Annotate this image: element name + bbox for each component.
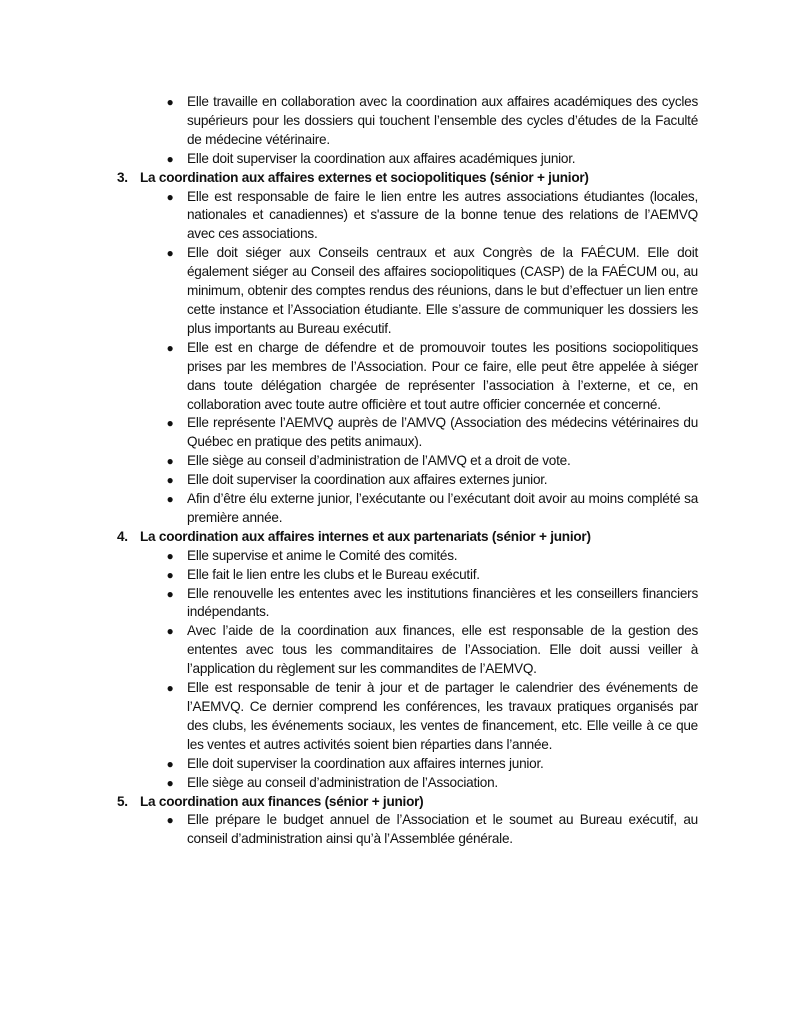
list-item	[166, 452, 698, 471]
bullet-text: Elle doit siéger aux Conseils centraux et aux Congrès de la FAÉCUM. Elle doit également siéger au Conseil des affaires sociopolitiques (CASP) de la FAÉCUM ou, au minimum, obtenir des comptes rendus des réunions, dans le but d’effectuer un lien entre cette instance et l’Association étudiante. Elle s’assure de communiquer les dossiers les plus importants au Bureau exécutif.	[187, 245, 698, 336]
bullet-icon: ●	[166, 681, 174, 696]
bullet-icon: ●	[166, 416, 174, 431]
section-heading	[117, 793, 698, 812]
section-number: 4.	[117, 528, 128, 544]
bullet-text: Elle renouvelle les ententes avec les institutions financières et les conseillers financiers indépendants.	[187, 585, 698, 620]
section-internal-affairs	[117, 528, 698, 793]
list-item	[166, 93, 698, 150]
section-heading	[117, 528, 698, 547]
bullet-icon: ●	[166, 813, 174, 828]
list-item	[166, 414, 698, 452]
list-item	[166, 679, 698, 755]
list-item	[166, 622, 698, 679]
bullet-icon: ●	[166, 775, 174, 790]
intro-bullet-list	[117, 93, 698, 169]
bullet-text: Elle doit superviser la coordination aux affaires internes junior.	[187, 755, 544, 771]
list-item	[166, 244, 698, 339]
bullet-text: Elle est responsable de tenir à jour et de partager le calendrier des événements de l’AEMVQ. Ce dernier comprend les conférences, les travaux pratiques organisés par des clubs, les événements sociaux, les ventes de financement, etc. Elle veille à ce que les ventes et autres activités soient bien réparties dans l’année.	[187, 680, 698, 752]
bullet-icon: ●	[166, 492, 174, 507]
bullet-icon: ●	[166, 586, 174, 601]
bullet-icon: ●	[166, 473, 174, 488]
bullet-text: Afin d’être élu externe junior, l’exécutante ou l’exécutant doit avoir au moins complété sa première année.	[187, 491, 698, 525]
bullet-list	[117, 547, 698, 793]
bullet-icon: ●	[166, 567, 174, 582]
section-number: 5.	[117, 793, 128, 809]
section-heading	[117, 169, 698, 188]
bullet-text: Elle supervise et anime le Comité des comités.	[187, 547, 458, 563]
bullet-icon: ●	[166, 340, 174, 355]
bullet-list	[117, 188, 698, 528]
bullet-text: Elle fait le lien entre les clubs et le Bureau exécutif.	[187, 566, 480, 582]
section-finances	[117, 793, 698, 850]
bullet-icon: ●	[166, 756, 174, 771]
section-title: La coordination aux affaires internes et aux partenariats (sénior + junior)	[140, 528, 591, 544]
bullet-icon: ●	[166, 189, 174, 204]
section-title: La coordination aux affaires externes et sociopolitiques (sénior + junior)	[140, 169, 589, 185]
bullet-text: Avec l’aide de la coordination aux finances, elle est responsable de la gestion des ententes avec tous les commanditaires de l’Association. Elle doit aussi veiller à l’application du règlement sur les commandites de l’AEMVQ.	[187, 623, 698, 677]
list-item	[166, 188, 698, 245]
bullet-text: Elle doit superviser la coordination aux affaires externes junior.	[187, 472, 548, 488]
bullet-icon: ●	[166, 151, 174, 166]
bullet-icon: ●	[166, 454, 174, 469]
document-page	[117, 93, 698, 849]
bullet-list	[117, 811, 698, 849]
bullet-text: Elle doit superviser la coordination aux affaires académiques junior.	[187, 150, 576, 166]
list-item	[166, 547, 698, 566]
bullet-icon: ●	[166, 624, 174, 639]
bullet-icon: ●	[166, 246, 174, 261]
bullet-text: Elle représente l’AEMVQ auprès de l’AMVQ (Association des médecins vétérinaires du Québec en pratique des petits animaux).	[187, 415, 698, 450]
list-item	[166, 471, 698, 490]
bullet-icon: ●	[166, 548, 174, 563]
bullet-text: Elle est responsable de faire le lien entre les autres associations étudiantes (locales, nationales et canadiennes) et s'assure de la bonne tenue des relations de l’AEMVQ avec ces associations.	[187, 188, 698, 242]
bullet-text: Elle siège au conseil d’administration de l’AMVQ et a droit de vote.	[187, 453, 571, 469]
bullet-text: Elle siège au conseil d’administration de l’Association.	[187, 774, 498, 790]
section-title: La coordination aux finances (sénior + junior)	[140, 793, 424, 809]
bullet-text: Elle est en charge de défendre et de promouvoir toutes les positions sociopolitiques prises par les membres de l’Association. Pour ce faire, elle peut être appelée à siéger dans toute délégation chargée de représenter l’association à l’externe, et ce, en collaboration avec toute autre officière et tout autre officier concernée et concerné.	[187, 339, 698, 412]
list-item	[166, 150, 698, 169]
list-item	[166, 755, 698, 774]
list-item	[166, 811, 698, 849]
list-item	[166, 566, 698, 585]
list-item	[166, 490, 698, 528]
section-external-affairs	[117, 169, 698, 528]
bullet-text: Elle prépare le budget annuel de l’Association et le soumet au Bureau exécutif, au conseil d’administration ainsi qu’à l’Assemblée générale.	[187, 812, 698, 847]
list-item	[166, 585, 698, 623]
bullet-icon: ●	[166, 95, 174, 109]
bullet-text: Elle travaille en collaboration avec la coordination aux affaires académiques des cycles supérieurs pour les dossiers qui touchent l’ensemble des cycles d’études de la Faculté de médecine vétérinaire.	[187, 94, 698, 147]
section-number: 3.	[117, 169, 128, 185]
list-item	[166, 339, 698, 415]
list-item	[166, 774, 698, 793]
